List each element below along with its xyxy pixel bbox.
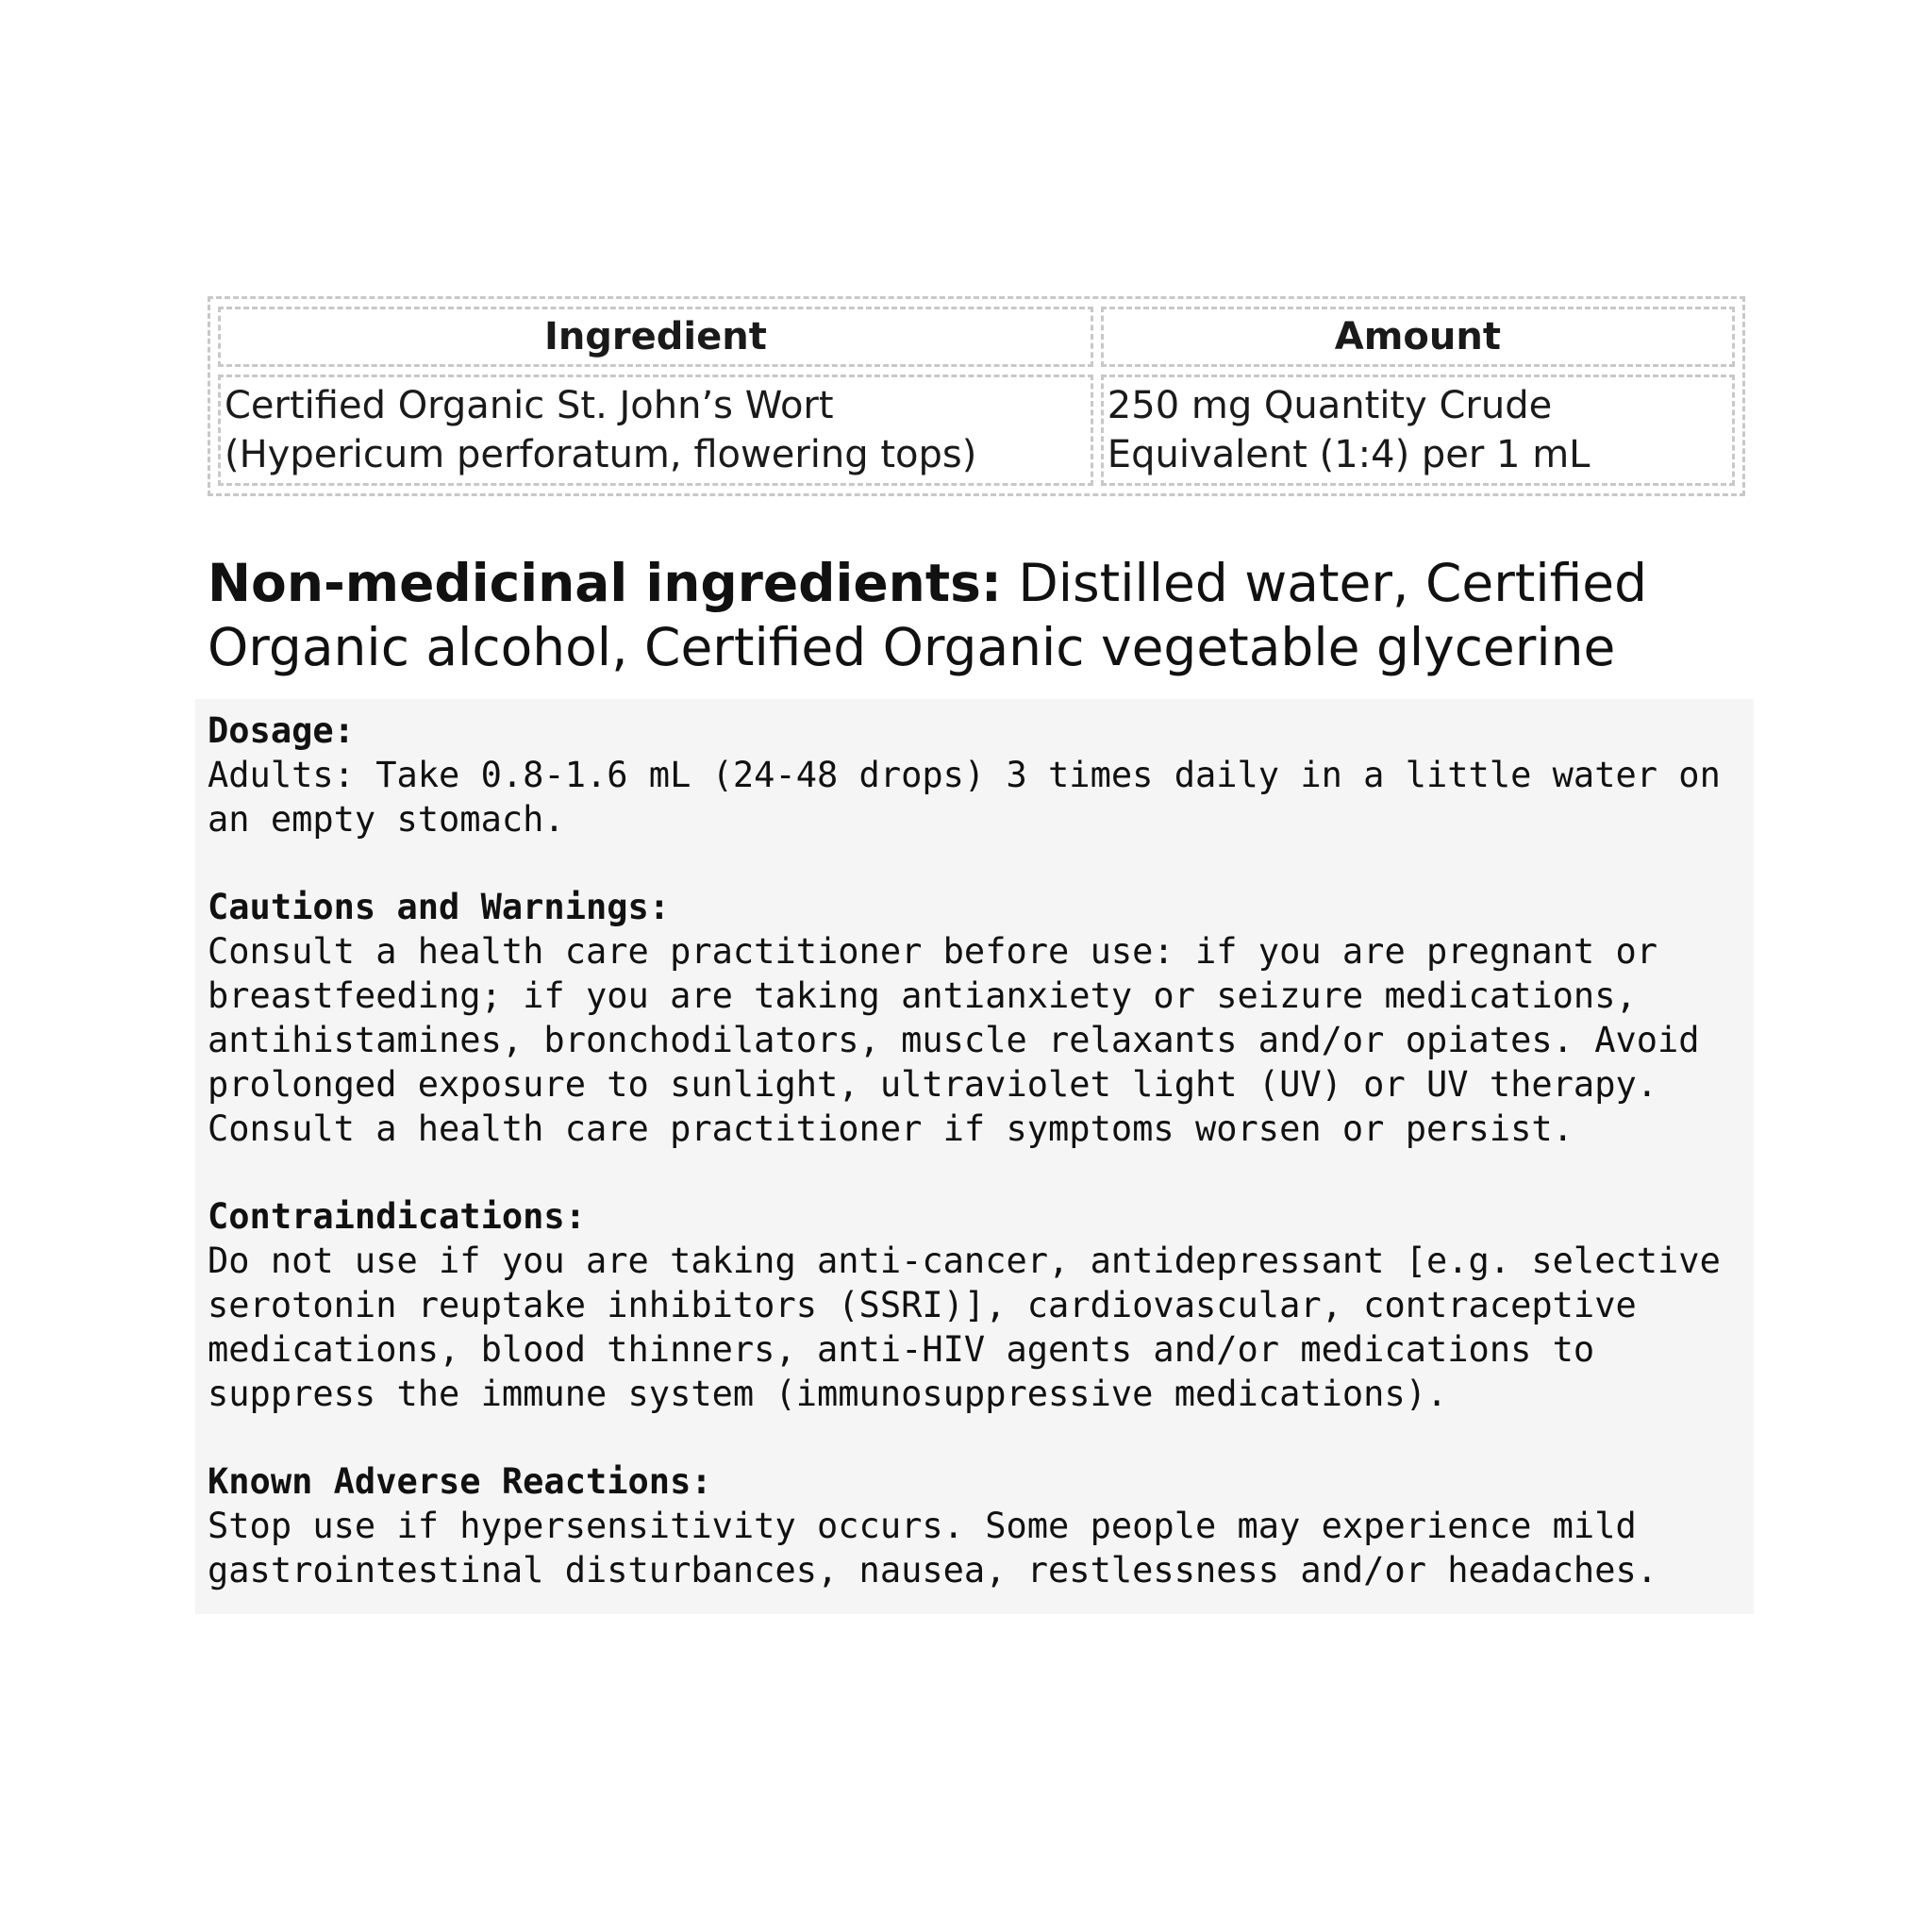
dosage-line: an empty stomach. (208, 799, 565, 840)
cautions-line: prolonged exposure to sunlight, ultraviolet light (UV) or UV therapy. (208, 1064, 1658, 1105)
ingredient-cell (218, 375, 1093, 486)
ingredient-column-header: Ingredient (218, 307, 1093, 367)
product-label (208, 296, 1745, 679)
adverse-reactions-line: gastrointestinal disturbances, nausea, restlessness and/or headaches. (208, 1550, 1658, 1591)
dosage-line: Adults: Take 0.8-1.6 mL (24-48 drops) 3 times daily in a little water on (208, 755, 1721, 795)
cautions-line: breastfeeding; if you are taking antianxiety or seizure medications, (208, 975, 1637, 1016)
cautions-line: Consult a health care practitioner before use: if you are pregnant or (208, 931, 1658, 972)
non-medicinal-label: Non-medicinal ingredients: (208, 553, 1002, 613)
amount-column-header: Amount (1101, 307, 1735, 367)
contraindications-line: medications, blood thinners, anti-HIV agents and/or medications to (208, 1329, 1595, 1370)
contraindications-line: Do not use if you are taking anti-cancer, antidepressant [e.g. selective (208, 1241, 1721, 1281)
amount-equivalent: Equivalent (1:4) per 1 mL (1107, 433, 1591, 476)
ingredient-name: Certified Organic St. John’s Wort (225, 384, 834, 427)
cautions-line: Consult a health care practitioner if symptoms worsen or persist. (208, 1108, 1574, 1149)
cautions-section (208, 885, 1754, 1151)
contraindications-section (208, 1194, 1754, 1416)
dosage-section (208, 708, 1754, 841)
amount-cell (1101, 375, 1735, 486)
adverse-reactions-line: Stop use if hypersensitivity occurs. Some people may experience mild (208, 1506, 1637, 1546)
amount-quantity: 250 mg Quantity Crude (1107, 384, 1553, 427)
product-information-box (195, 699, 1754, 1614)
non-medicinal-text: Distilled water, Certified Organic alcohol, Certified Organic vegetable glycerine (208, 553, 1648, 677)
cautions-heading: Cautions and Warnings: (208, 887, 671, 927)
adverse-reactions-section (208, 1459, 1754, 1592)
contraindications-line: suppress the immune system (immunosuppressive medications). (208, 1374, 1448, 1414)
adverse-reactions-heading: Known Adverse Reactions: (208, 1461, 712, 1502)
contraindications-heading: Contraindications: (208, 1196, 586, 1237)
dosage-heading: Dosage: (208, 710, 355, 751)
ingredients-table (208, 296, 1745, 496)
contraindications-line: serotonin reuptake inhibitors (SSRI)], cardiovascular, contraceptive (208, 1285, 1637, 1325)
table-row (218, 375, 1735, 486)
ingredient-botanical-name: (Hypericum perforatum, flowering tops) (225, 433, 977, 476)
cautions-line: antihistamines, bronchodilators, muscle relaxants and/or opiates. Avoid (208, 1020, 1700, 1060)
table-header-row (218, 307, 1735, 367)
non-medicinal-ingredients (208, 551, 1755, 679)
